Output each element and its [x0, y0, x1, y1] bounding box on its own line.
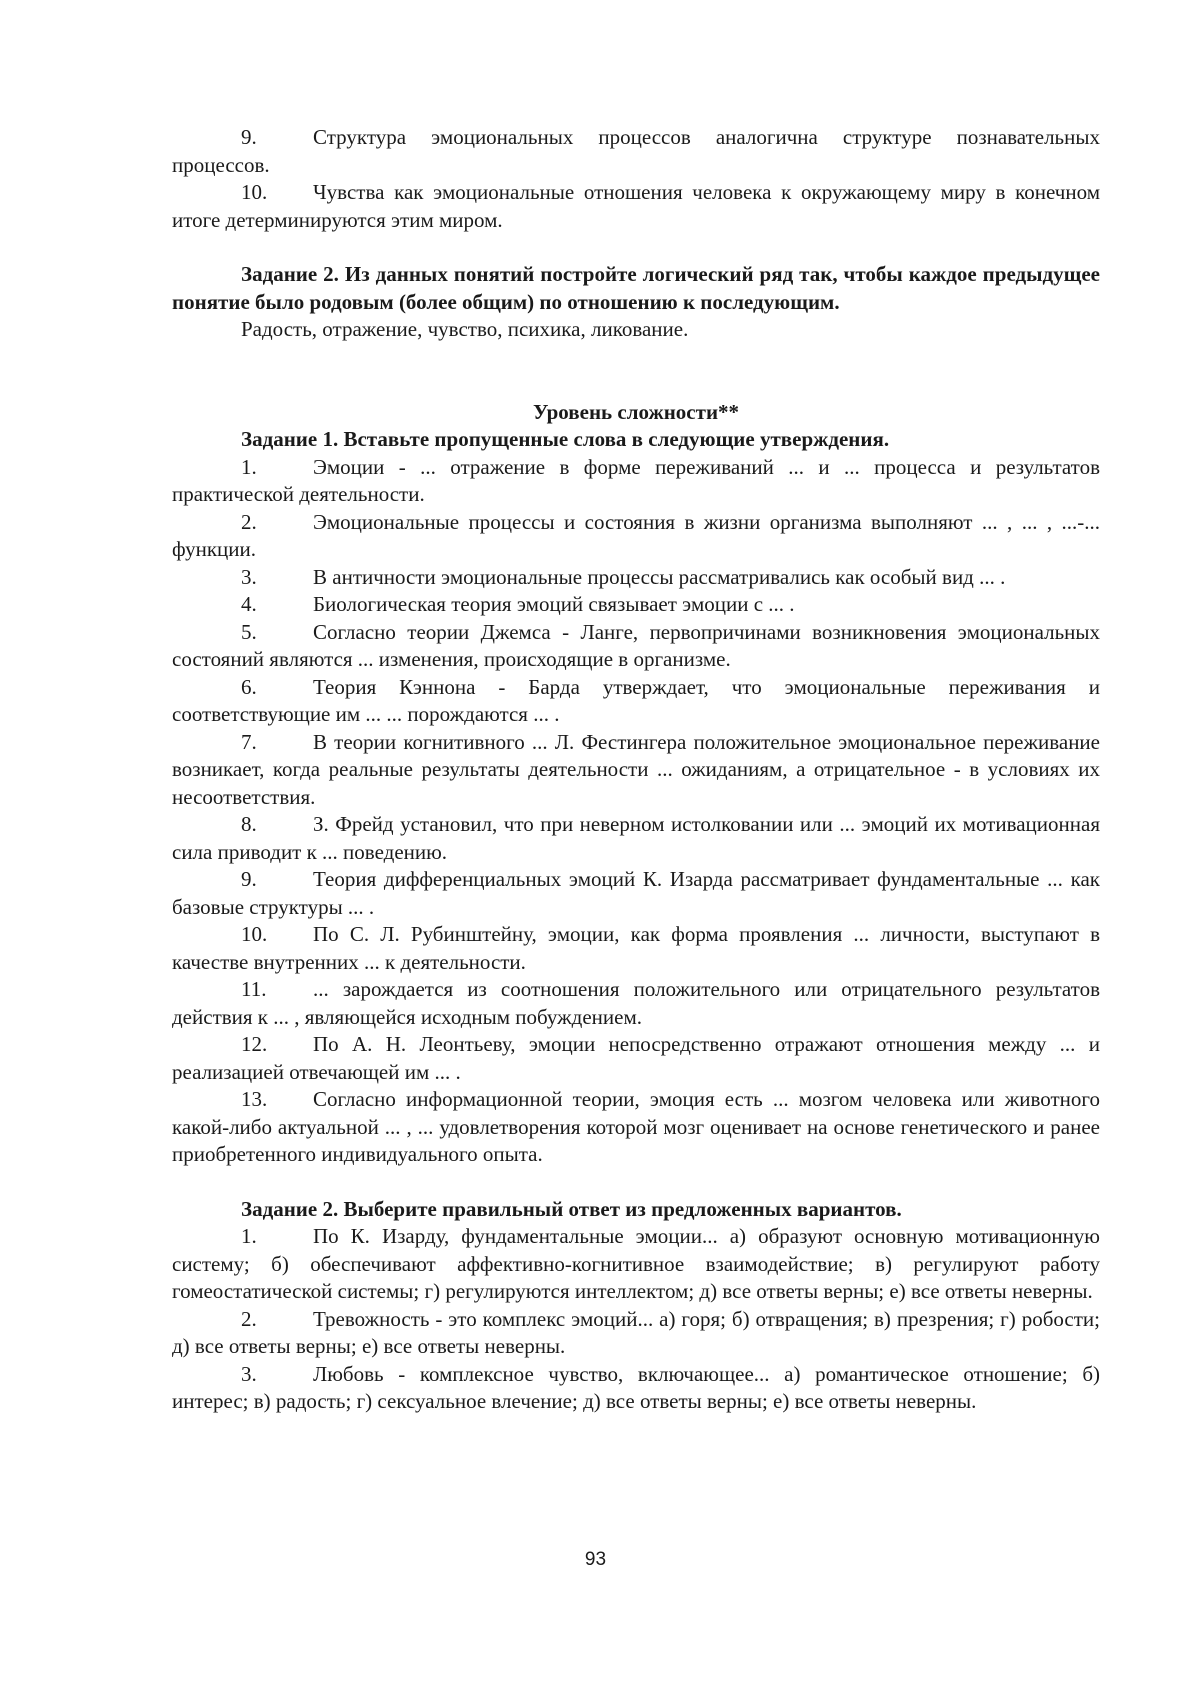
list-item — [172, 1031, 1100, 1086]
item-text: В теории когнитивного ... Л. Фестингера положительное эмоциональное переживание возникает, когда реальные результаты деятельности ... ожиданиям, а отрицательное - в условиях их несоответствия. — [172, 729, 1100, 809]
item-text: Эмоции - ... отражение в форме переживаний ... и ... процесса и результатов практической деятельности. — [172, 454, 1100, 506]
list-item — [172, 866, 1100, 921]
item-text: Теория дифференциальных эмоций К. Изарда рассматривает фундаментальные ... как базовые структуры ... . — [172, 867, 1100, 919]
item-text: ... зарождается из соотношения положительного или отрицательного результатов действия к ... , являющейся исходным побуждением. — [172, 977, 1100, 1029]
item-number: 3. — [241, 1361, 257, 1386]
task2-list — [172, 1223, 1100, 1416]
spacer — [172, 344, 1100, 399]
item-text: Тревожность - это комплекс эмоций... а) горя; б) отвращения; в) презрения; г) робости; д) все ответы верны; е) все ответы неверны. — [172, 1306, 1100, 1358]
spacer — [172, 234, 1100, 261]
item-number: 2. — [241, 1306, 257, 1331]
page-number: 93 — [584, 1549, 607, 1570]
list-item — [172, 1086, 1100, 1169]
item-number: 9. — [241, 867, 257, 891]
item-text: Любовь - комплексное чувство, включающее... а) романтическое отношение; б) интерес; в) радость; г) сексуальное влечение; д) все ответы верны; е) все ответы неверны. — [172, 1361, 1100, 1413]
item-text: Эмоциональные процессы и состояния в жизни организма выполняют ... , ... , ...-... функции. — [172, 509, 1100, 561]
item-number: 1. — [241, 454, 257, 479]
item-number: 13. — [241, 1087, 268, 1111]
list-item — [172, 509, 1100, 564]
task-text: Радость, отражение, чувство, психика, ликование. — [241, 317, 689, 341]
list-item — [172, 921, 1100, 976]
list-item — [172, 1223, 1100, 1306]
list-item — [172, 674, 1100, 729]
list-item — [172, 179, 1100, 234]
page-content — [172, 124, 1100, 1416]
item-number: 5. — [241, 619, 257, 644]
list-item — [172, 729, 1100, 812]
task-heading: Задание 1. Вставьте пропущенные слова в следующие утверждения. — [241, 427, 890, 451]
item-number: 2. — [241, 509, 257, 534]
item-number: 3. — [241, 564, 257, 589]
item-text: Чувства как эмоциональные отношения человека к окружающему миру в конечном итоге детерминируются этим миром. — [172, 180, 1100, 232]
task-heading: Задание 2. Выберите правильный ответ из предложенных вариантов. — [241, 1196, 902, 1221]
list-item — [172, 811, 1100, 866]
item-number: 7. — [241, 729, 257, 754]
item-number: 10. — [241, 922, 268, 946]
item-text: Биологическая теория эмоций связывает эмоции с ... . — [313, 592, 795, 616]
spacer — [172, 1169, 1100, 1196]
item-text: Структура эмоциональных процессов аналогична структуре познавательных процессов. — [172, 125, 1100, 177]
item-text: По А. Н. Леонтьеву, эмоции непосредственно отражают отношения между ... и реализацией отвечающей им ... . — [172, 1032, 1100, 1084]
list-item — [172, 454, 1100, 509]
item-text: З. Фрейд установил, что при неверном истолковании или ... эмоций их мотивационная сила приводит к ... поведению. — [172, 812, 1100, 864]
item-text: По К. Изарду, фундаментальные эмоции... а) образуют основную мотивационную систему; б) обеспечивают аффективно-когнитивное взаимодействие; в) регулируют работу гомеостатической системы; г) регулируются интеллектом; д) все ответы верны; е) все ответы неверны. — [172, 1224, 1100, 1303]
level-heading: Уровень сложности** — [532, 399, 740, 424]
item-number: 10. — [241, 180, 268, 204]
item-number: 8. — [241, 812, 257, 836]
item-text: В античности эмоциональные процессы рассматривались как особый вид ... . — [313, 564, 1006, 589]
list-item — [172, 591, 1100, 619]
list-item — [172, 124, 1100, 179]
item-text: Согласно теории Джемса - Ланге, первопричинами возникновения эмоциональных состояний являются ... изменения, происходящие в организме. — [172, 619, 1100, 671]
list-item — [172, 1306, 1100, 1361]
item-text: Теория Кэннона - Барда утверждает, что эмоциональные переживания и соответствующие им ... ... порождаются ... . — [172, 674, 1100, 726]
list-item — [172, 619, 1100, 674]
item-number: 9. — [241, 125, 257, 149]
list-item — [172, 976, 1100, 1031]
item-text: Согласно информационной теории, эмоция есть ... мозгом человека или животного какой-либо актуальной ... , ... удовлетворения которой мозг оценивает на основе генетического и ранее приобретенного индивидуального опыта. — [172, 1087, 1100, 1166]
list-item — [172, 564, 1100, 592]
task1-list — [172, 454, 1100, 1169]
item-number: 11. — [241, 977, 267, 1001]
item-number: 1. — [241, 1224, 257, 1248]
list-item — [172, 1361, 1100, 1416]
item-text: По С. Л. Рубинштейну, эмоции, как форма проявления ... личности, выступают в качестве внутренних ... к деятельности. — [172, 922, 1100, 974]
task-heading: Задание 2. Из данных понятий постройте логический ряд так, чтобы каждое предыдущее понятие было родовым (более общим) по отношению к последующим. — [172, 262, 1100, 314]
item-number: 12. — [241, 1032, 268, 1056]
item-number: 4. — [241, 592, 257, 616]
item-number: 6. — [241, 674, 257, 699]
